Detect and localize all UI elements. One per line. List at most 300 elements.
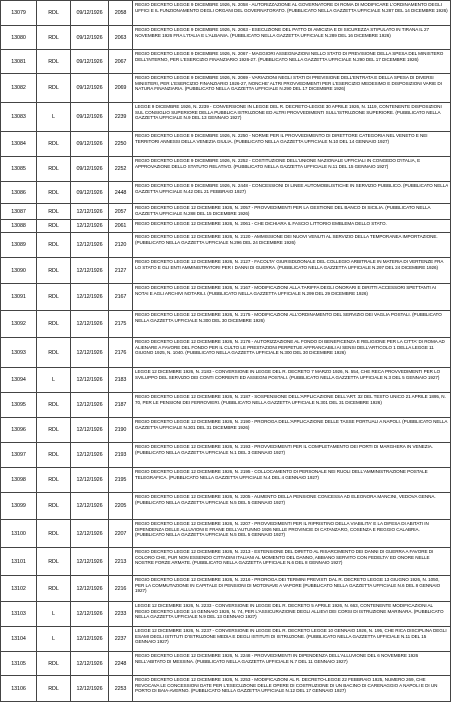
record-number-cell [1,311,37,338]
act-number-text: 2120 [114,242,127,248]
act-number-cell [109,157,133,182]
act-description-cell [133,284,451,311]
act-description-cell [133,258,451,284]
act-type-cell [37,576,71,602]
act-type-cell [37,204,71,220]
act-date-text: 09/12/1926 [76,58,103,65]
record-number-cell [1,393,37,418]
act-number-cell [109,493,133,520]
act-number-cell [109,103,133,132]
act-type-cell [37,233,71,258]
act-date-text: 12/12/1926 [76,377,103,383]
act-type-text: RDL [48,189,59,196]
act-date-text: 12/12/1926 [76,660,103,667]
act-date-cell [71,520,109,548]
act-number-text: 2237 [114,636,127,642]
record-number-text: 13102 [11,585,26,592]
act-date-cell [71,182,109,204]
act-number-text: 2069 [114,85,127,91]
act-description-cell [133,338,451,368]
table-row [1,576,451,602]
record-number-cell [1,204,37,220]
act-number-cell [109,182,133,204]
table-row [1,443,451,468]
act-number-cell [109,26,133,50]
record-number-cell [1,368,37,393]
act-date-cell [71,233,109,258]
table-row [1,602,451,627]
table-row [1,468,451,493]
act-type-text: RDL [48,208,59,215]
record-number-cell [1,233,37,258]
act-date-text: 12/12/1926 [76,585,103,592]
act-description-text: REGIO DECRETO LEGGE 12 DICEMBRE 1926, N. 2057 - PROVVEDIMENTI PER LA GESTIONE DEL BANCO DI SICILIA. (PUBBLICATO NELLA GAZZETTA UFFICIALE N.288 DEL 15 DICEMBRE 1926) [135,205,431,216]
act-description-cell [133,627,451,652]
act-description-text: REGIO DECRETO LEGGE 9 DICEMBRE 1926, N. 2063 - ESECUZIONE DEL PATTO DI AMICIZIA E DI SICUREZZA STIPULATO IN TIRANA IL 27 NOVEMBRE 1926 FRA L'ITALIA E L'ALBANIA. (PUBBLICATO NELLA GAZZETTA UFFICIALE N.289 DEL 16 DICEMBRE 1926) [135,27,430,38]
act-number-text: 2183 [114,377,127,383]
act-type-text: RDL [48,10,59,16]
record-number-text: 13103 [11,611,26,617]
act-date-text: 12/12/1926 [76,427,103,433]
act-type-cell [37,74,71,103]
act-number-cell [109,258,133,284]
table-row [1,26,451,50]
act-number-cell [109,468,133,493]
record-number-text: 13092 [11,321,26,327]
act-number-text: 2190 [114,427,127,433]
table-row [1,258,451,284]
act-type-cell [37,103,71,132]
act-type-cell [37,627,71,652]
act-number-text: 2205 [114,503,127,509]
act-date-cell [71,284,109,311]
act-number-text: 2187 [114,402,127,408]
table-row [1,132,451,157]
act-number-cell [109,602,133,627]
act-type-text: RDL [48,223,59,229]
act-date-cell [71,676,109,702]
act-number-text: 2250 [114,141,127,147]
act-description-cell [133,393,451,418]
act-description-text: REGIO DECRETO LEGGE 12 DICEMBRE 1926, N. 2061 - CHE DICHIARA IL FASCIO LITTORIO EMBLEMA DELLO STATO. [135,221,387,226]
act-type-text: RDL [48,558,59,565]
act-description-cell [133,220,451,233]
act-description-cell [133,576,451,602]
act-date-text: 12/12/1926 [76,242,103,248]
record-number-text: 13094 [11,377,26,383]
act-type-cell [37,393,71,418]
record-number-cell [1,520,37,548]
record-number-cell [1,493,37,520]
act-type-text: RDL [48,427,59,433]
act-description-text: REGIO DECRETO LEGGE 9 DICEMBRE 1926, N. 2250 - NORME PER IL PROVVEDIMENTO DI DIRETTORE CATEGORIA NEL VENETO E NEI TERRITORI ANNESSI DELLA VENEZIA GIULIA. (PUBBLICATO NELLA GAZZETTA UFFICIALE N.10 DEL 14 GENNAIO 1927) [135,133,428,144]
act-type-text: RDL [48,477,59,483]
act-type-text: RDL [48,34,59,41]
record-number-text: 13085 [11,166,26,172]
act-number-text: 2167 [114,294,127,300]
act-date-cell [71,368,109,393]
record-number-text: 13087 [11,208,26,215]
table-row [1,627,451,652]
act-type-text: L [52,611,55,617]
record-number-text: 13086 [11,189,26,196]
act-date-text: 12/12/1926 [76,349,103,356]
act-type-text: L [52,636,55,642]
record-number-text: 13082 [11,85,26,91]
act-type-cell [37,548,71,576]
act-number-cell [109,50,133,74]
act-number-cell [109,220,133,233]
act-description-text: REGIO DECRETO LEGGE 12 DICEMBRE 1926, N. 2248 - PROVVEDIMENTI IN DIPENDENZA DELL'ALLUVIONE DEL 6 NOVEMBRE 1926 NELL'ABITATO DI MESSINA. (PUBBLICATO NELLA GAZZETTA UFFICIALE N.7 DEL 11 GENNAIO 1927) [135,653,419,664]
record-number-text: 13100 [11,530,26,537]
act-number-cell [109,520,133,548]
act-type-cell [37,468,71,493]
act-description-text: LEGGE 12 DICEMBRE 1926, N. 2237 - CONVERSIONE IN LEGGE DEL R. DECRETO LEGGE 10 GENNAIO 1926, N. 195, CHE RICA DISCIPLINA DEGLI ESAMI DEGLI ISTITUTI D'ISTRUZIONE MEDIA E DEGLI ISTITUTI DI ISTRUZIONE. (PUBBLICATO NELLA GAZZETTA UFFICIALE N.11 DEL 15 GENNAIO 1927) [135,628,447,645]
record-number-text: 13091 [11,294,26,300]
act-date-cell [71,602,109,627]
act-description-cell [133,520,451,548]
act-number-text: 2057 [114,208,127,215]
act-description-cell [133,493,451,520]
record-number-cell [1,74,37,103]
record-number-text: 13084 [11,141,26,147]
act-date-cell [71,418,109,443]
act-description-text: REGIO DECRETO LEGGE 12 DICEMBRE 1926, N. 2120 - AMMISSIONE DEI NUOVI VENUTI AL SERVIZIO DELLA TEMPORANEA IMPORTAZIONE. (PUBBLICATO NELLA GAZZETTA UFFICIALE N.296 DEL 24 DICEMBRE 1926) [135,234,438,245]
act-date-cell [71,576,109,602]
table-row [1,311,451,338]
act-type-text: RDL [48,294,59,300]
act-description-cell [133,468,451,493]
record-number-cell [1,50,37,74]
act-description-text: LEGGE 12 DICEMBRE 1926, N. 2233 - CONVERSIONE IN LEGGE DEL R. DECRETO 5 APRILE 1926, N. 663, CONTENENTE MODIFICAZIONI AL REGIO DECRETO LEGGE 14 GENNAIO 1926, N. 74, PER L'ASSICURAZIONE DEGLI ALLIEVI DEI CORSI DI ISTRUZIONE MARINARA. (PUBBLICATO NELLA GAZZETTA UFFICIALE N.9 DEL 13 GENNAIO 1927) [135,603,444,620]
act-number-text: 2253 [114,685,127,692]
record-number-text: 13097 [11,452,26,458]
act-description-text: REGIO DECRETO LEGGE 12 DICEMBRE 1926, N. 2195 - COLLOCAMENTO DI PERSONALE NEI RUOLI DELL'AMMINISTRAZIONE POSTALE TELEGRAFICA. (PUBBLICATO NELLA GAZZETTA UFFICIALE N.4 DEL 4 GENNAIO 1927) [135,469,428,480]
act-type-text: RDL [48,402,59,408]
record-number-cell [1,103,37,132]
act-description-text: REGIO DECRETO LEGGE 9 DICEMBRE 1926, N. 2058 - AUTORIZZAZIONE AL GOVERNATORE DI ROMA DI MODIFICARE L'ORDINAMENTO DEGLI UFFICI E IL FUNZIONAMENTO DEGLI ORGANI DEL GOVERNATORATO. (PUBBLICATO NELLA GAZZETTA UFFICIALE N.287 DEL 14 DICEMBRE 1926) [135,2,448,13]
act-number-cell [109,284,133,311]
act-date-cell [71,443,109,468]
act-date-cell [71,132,109,157]
act-number-text: 2239 [114,114,127,120]
record-number-cell [1,338,37,368]
act-type-cell [37,284,71,311]
act-number-cell [109,368,133,393]
record-number-text: 13104 [11,636,26,642]
record-number-cell [1,602,37,627]
act-description-text: REGIO DECRETO LEGGE 9 DICEMBRE 1926, N. 2067 - MAGGIORI ASSEGNAZIONI NELLO STATO DI PREVISIONE DELLA SPESA DEL MINISTERO DELL'INTERNO, PER L'ESERCIZIO FINANZIARIO 1926-27. (PUBBLICATO NELLA GAZZETTA UFFICIALE N.290 DEL 17 DICEMBRE 1926) [135,51,444,62]
act-date-text: 12/12/1926 [76,685,103,692]
act-type-cell [37,220,71,233]
act-date-cell [71,103,109,132]
act-date-text: 09/12/1926 [76,85,103,91]
table-row [1,74,451,103]
act-date-text: 12/12/1926 [76,294,103,300]
act-number-cell [109,1,133,26]
act-number-cell [109,311,133,338]
act-description-text: REGIO DECRETO LEGGE 12 DICEMBRE 1926, N. 2253 - MODIFICAZIONI AL R. DECRETO-LEGGE 22 FEBBRAIO 1925, NUMERO 269, CHE REVOCAVA LE CONCESSIONI DATE PER L'ESECUZIONE DELLE OPERE DI COSTRUZIONE DI UN BACINO DI CARENAGGIO A NAPOLI E DI UN PORTO DI BAIA-AVERNO. (PUBBLICATO NELLA GAZZETTA UFFICIALE N.12 DEL 17 GENNAIO 1927) [135,677,438,694]
table-row [1,676,451,702]
act-type-cell [37,493,71,520]
act-number-text: 2216 [114,585,127,592]
record-number-text: 13081 [11,58,26,65]
record-number-cell [1,1,37,26]
act-date-cell [71,26,109,50]
act-number-cell [109,74,133,103]
act-description-cell [133,50,451,74]
act-date-text: 09/12/1926 [76,34,103,41]
act-description-text: REGIO DECRETO LEGGE 9 DICEMBRE 1926, N. 2252 - COSTITUZIONE DELL'UNIONE NAZIONALE UFFICIALI IN CONGEDO D'ITALIA, E APPROVAZIONE DELLO STATUTO RELATIVO. (PUBBLICATO NELLA GAZZETTA UFFICIALE N.11 DEL 15 GENNAIO 1927) [135,158,421,169]
act-type-text: RDL [48,685,59,692]
act-description-cell [133,204,451,220]
act-date-cell [71,548,109,576]
act-date-text: 12/12/1926 [76,321,103,327]
act-description-cell [133,676,451,702]
record-number-cell [1,627,37,652]
record-number-text: 13096 [11,427,26,433]
table-row [1,284,451,311]
act-number-text: 2061 [114,223,127,229]
act-number-cell [109,338,133,368]
table-row [1,520,451,548]
act-date-text: 09/12/1926 [76,10,103,16]
act-type-text: RDL [48,452,59,458]
record-number-text: 13099 [11,503,26,509]
act-description-cell [133,103,451,132]
act-type-cell [37,443,71,468]
act-description-text: REGIO DECRETO LEGGE 12 DICEMBRE 1926, N. 2207 - PROVVEDIMENTI PER IL RIPRISTINO DELLA VIABILITA' E LA DIFESA DI ABITATI IN DIPENDENZA DELLE ALLUVIONI E FRANE DELL'AUTUNNO 1926 NELLE PROVINCIE DI CATANZARO, COSENZA E REGGIO CALABRIA. (PUBBLICATO NELLA GAZZETTA UFFICIALE N.5 DEL 5 GENNAIO 1927) [135,521,429,538]
act-type-text: RDL [48,85,59,91]
table-row [1,652,451,676]
record-number-cell [1,676,37,702]
act-date-text: 12/12/1926 [76,636,103,642]
act-description-text: REGIO DECRETO LEGGE 12 DICEMBRE 1926, N. 2190 - PROROGA DELL'APPLICAZIONE DELLE TASSE PORTUALI A NAPOLI. (PUBBLICATO NELLA GAZZETTA UFFICIALE N.301 DEL 31 DICEMBRE 1926) [135,419,448,430]
act-date-text: 12/12/1926 [76,402,103,408]
act-date-cell [71,393,109,418]
act-type-cell [37,157,71,182]
ledger-body [1,1,451,702]
act-date-cell [71,204,109,220]
act-description-text: LEGGE 12 DICEMBRE 1926, N. 2183 - CONVERSIONE IN LEGGE DEL R. DECRETO 7 MARZO 1926, N. 554, CHE RECA PROVVEDIMENTI PER LO SVILUPPO DEL SERVIZIO DEI CONTI CORRENTI ED ASSEGNI POSTALI. (PUBBLICATO NELLA GAZZETTA UFFICIALE N.3 DEL 5 GENNAIO 1927) [135,369,441,380]
record-number-cell [1,258,37,284]
act-date-cell [71,468,109,493]
act-number-text: 2213 [114,558,127,565]
table-row [1,50,451,74]
act-type-text: RDL [48,267,59,274]
act-number-text: 2127 [114,267,127,274]
act-description-cell [133,602,451,627]
act-description-text: REGIO DECRETO LEGGE 12 DICEMBRE 1926, N. 2176 - AUTORIZZAZIONE AL FONDO DI BENEFICENZA E RELIGIONE PER LA CITTA' DI ROMA AD ALIENARE A FAVORE DEL FONDO PER IL CULTO LE PRESTAZIONI PERPETUE AFFRANCABILI AI SENSI DELL'ARTICOLO 1 DELLA LEGGE 11 GIUGNO 1925, N. 1040. (PUBBLICATO NELLA GAZZETTA UFFICIALE N.300 DEL 30 DICEMBRE 1926) [135,339,445,356]
table-row [1,157,451,182]
act-number-text: 2252 [114,166,127,172]
act-description-text: REGIO DECRETO LEGGE 9 DICEMBRE 1926, N. 2069 - VARIAZIONI NEGLI STATI DI PREVISIONE DELL'ENTRATA E DELLA SPESA DI DIVERSI MINISTERI, PER L'ESERCIZIO FINANZIARIO 1926-27, NONCHE' ALTRI PROVVEDIMENTI PER L'ESERCIZIO MEDESIMO E DISPOSIZIONI VARIE DI NATURA FINANZIARIA. (PUBBLICATO NELLA GAZZETTA UFFICIALE N.290 DEL 17 DICEMBRE 1926) [135,75,442,92]
act-date-text: 12/12/1926 [76,503,103,509]
act-number-text: 2175 [114,321,127,327]
record-number-cell [1,157,37,182]
act-description-cell [133,233,451,258]
act-type-text: RDL [48,585,59,592]
record-number-text: 13080 [11,34,26,41]
act-date-text: 12/12/1926 [76,223,103,229]
table-row [1,418,451,443]
act-type-cell [37,338,71,368]
act-description-cell [133,157,451,182]
record-number-text: 13088 [11,223,26,229]
act-type-cell [37,258,71,284]
record-number-cell [1,26,37,50]
table-row [1,393,451,418]
record-number-cell [1,468,37,493]
table-row [1,233,451,258]
act-date-text: 09/12/1926 [76,114,103,120]
act-type-cell [37,418,71,443]
act-number-text: 2448 [114,189,127,196]
record-number-cell [1,576,37,602]
act-number-text: 2176 [114,349,127,356]
act-type-text: RDL [48,141,59,147]
record-number-text: 13093 [11,349,26,356]
act-description-text: REGIO DECRETO LEGGE 12 DICEMBRE 1926, N. 2193 - PROVVEDIMENTI PER IL COMPLETAMENTO DEI PORTI DI MARGHERA IN VENEZIA. (PUBBLICATO NELLA GAZZETTA UFFICIALE N.1 DEL 3 GENNAIO 1927) [135,444,433,455]
table-row [1,182,451,204]
record-number-text: 13106 [11,685,26,692]
act-type-cell [37,676,71,702]
act-number-text: 2248 [114,660,127,667]
table-row [1,493,451,520]
act-description-text: REGIO DECRETO LEGGE 12 DICEMBRE 1926, N. 2127 - FACOLTA' GIURISDIZIONALE DEL COLLEGIO ARBITRALE IN MATERIA DI VERTENZE FRA LO STATO E GLI ENTI AMMINISTRATORI PER I DANNI DI GUERRA. (PUBBLICATO NELLA GAZZETTA UFFICIALE N.297 DEL 24 DICEMBRE 1926) [135,259,444,270]
act-number-text: 2063 [114,34,127,41]
act-description-cell [133,26,451,50]
act-type-text: RDL [48,166,59,172]
act-number-text: 2233 [114,611,127,617]
record-number-text: 13090 [11,267,26,274]
act-number-text: 2067 [114,58,127,65]
record-number-text: 13095 [11,402,26,408]
act-date-cell [71,258,109,284]
act-type-text: L [52,114,55,120]
act-number-text: 2193 [114,452,127,458]
act-date-text: 09/12/1926 [76,141,103,147]
record-number-cell [1,443,37,468]
act-description-cell [133,132,451,157]
act-type-cell [37,311,71,338]
table-row [1,338,451,368]
table-row [1,103,451,132]
act-date-text: 12/12/1926 [76,530,103,537]
act-description-cell [133,74,451,103]
act-type-text: RDL [48,530,59,537]
act-type-cell [37,26,71,50]
record-number-text: 13083 [11,114,26,120]
act-type-cell [37,132,71,157]
act-description-text: LEGGE 9 DICEMBRE 1926, N. 2239 - CONVERSIONE IN LEGGE DEL R. DECRETO-LEGGE 30 APRILE 1926, N. 1119, CONTENENTE DISPOSIZIONI SUL CONSIGLIO SUPERIORE DELLA PUBBLICA ISTRUZIONE ED ALTRI PROVVEDIMENTI SULL'ISTRUZIONE SUPERIORE. (PUBBLICATO NELLA GAZZETTA UFFICIALE N.9 DEL 13 GENNAIO 1927) [135,104,442,121]
act-description-cell [133,1,451,26]
act-type-cell [37,520,71,548]
act-type-cell [37,182,71,204]
act-date-text: 12/12/1926 [76,477,103,483]
act-number-cell [109,676,133,702]
act-description-text: REGIO DECRETO LEGGE 9 DICEMBRE 1926, N. 2448 - CONCESSIONI DI LINEE AUTOMOBILISTICHE IN SERVIZIO PUBBLICO. (PUBBLICATO NELLA GAZZETTA UFFICIALE N.42 DEL 21 FEBBRAIO 1927) [135,183,448,194]
act-date-text: 12/12/1926 [76,558,103,565]
table-row [1,1,451,26]
table-row [1,548,451,576]
record-number-cell [1,132,37,157]
record-number-text: 13101 [11,558,26,565]
act-number-cell [109,393,133,418]
table-row [1,220,451,233]
act-type-cell [37,602,71,627]
act-type-text: RDL [48,660,59,667]
record-number-cell [1,548,37,576]
record-number-text: 13089 [11,242,26,248]
act-number-cell [109,132,133,157]
act-number-text: 2207 [114,530,127,537]
act-number-cell [109,627,133,652]
act-date-cell [71,1,109,26]
act-number-cell [109,576,133,602]
act-number-cell [109,204,133,220]
act-description-text: REGIO DECRETO LEGGE 12 DICEMBRE 1926, N. 2216 - PROROGA DEI TERMINI PREVISTI DAL R. DECRETO LEGGE 13 GIUGNO 1926, N. 1050, PER LA COMMUTAZIONE IN CAPITALE DI PENSIONI DI MOTONAVE A VAPORE (PUBBLICATO NELLA GAZZETTA UFFICIALE N.6 DEL 8 GENNAIO 1927) [135,577,441,594]
act-description-cell [133,548,451,576]
act-date-text: 12/12/1926 [76,208,103,215]
act-number-cell [109,652,133,676]
act-date-cell [71,493,109,520]
act-description-text: REGIO DECRETO LEGGE 12 DICEMBRE 1926, N. 2205 - AUMENTO DELLA PENSIONE CONCESSA AD ELEONORA MANCINI, VEDOVA GENNA. (PUBBLICATO NELLA GAZZETTA UFFICIALE N.5 DEL 5 GENNAIO 1927) [135,494,436,505]
act-type-text: RDL [48,242,59,248]
record-number-text: 13098 [11,477,26,483]
table-row [1,204,451,220]
record-number-text: 13079 [11,10,26,16]
act-description-cell [133,418,451,443]
act-number-cell [109,233,133,258]
table-row [1,368,451,393]
act-description-cell [133,311,451,338]
act-type-text: RDL [48,58,59,65]
act-date-cell [71,338,109,368]
act-type-cell [37,1,71,26]
act-number-text: 2058 [114,10,127,16]
record-number-cell [1,182,37,204]
record-number-text: 13105 [11,660,26,667]
act-description-text: REGIO DECRETO LEGGE 12 DICEMBRE 1926, N. 2175 - MODIFICAZIONI ALL'ORDINAMENTO DEL SERVIZIO DEI VAGLIA POSTALI. (PUBBLICATO NELLA GAZZETTA UFFICIALE N.300 DEL 30 DICEMBRE 1926) [135,312,442,323]
record-number-cell [1,284,37,311]
act-description-cell [133,652,451,676]
act-date-text: 12/12/1926 [76,611,103,617]
act-type-text: RDL [48,503,59,509]
act-description-cell [133,182,451,204]
act-date-cell [71,50,109,74]
record-number-cell [1,652,37,676]
act-date-text: 12/12/1926 [76,452,103,458]
act-type-cell [37,50,71,74]
act-number-text: 2195 [114,477,127,483]
act-number-cell [109,418,133,443]
act-date-text: 12/12/1926 [76,267,103,274]
act-description-cell [133,443,451,468]
act-description-text: REGIO DECRETO LEGGE 12 DICEMBRE 1926, N. 2167 - MODIFICAZIONI ALLA TARIFFA DEGLI ONORARI E DIRITTI ACCESSORI SPETTANTI AI NOTAI E AGLI ARCHIVI NOTARILI. (PUBBLICATO NELLA GAZZETTA UFFICIALE N.299 DEL 29 DICEMBRE 1926) [135,285,436,296]
act-description-text: REGIO DECRETO LEGGE 12 DICEMBRE 1926, N. 2213 - ESTENSIONE DEL DIRITTO AL RISARCIMENTO DEI DANNI DI GUERRA A FAVORE DI COLORO CHE, PUR NON ESSENDO CITTADINI ITALIANI AL MOMENTO DEL DANNO, ABBIANO SERVITO CON FEDELTA' ED ONORE NELLE NOSTRE FORZE ARMATE. (PUBBLICATO NELLA GAZZETTA UFFICIALE N.6 DEL 8 GENNAIO 1927) [135,549,434,566]
act-description-text: REGIO DECRETO LEGGE 12 DICEMBRE 1926, N. 2187 - SOSPENSIONE DELL'APPLICAZIONE DELL'ART. 32 DEL TESTO UNICO 21 APRILE 1895, N. 70, PER LE PENSIONI DEI FERROVIERI. (PUBBLICATO NELLA GAZZETTA UFFICIALE N.301 DEL 31 DICEMBRE 1926) [135,394,446,405]
act-type-text: RDL [48,321,59,327]
record-number-cell [1,220,37,233]
act-date-cell [71,652,109,676]
act-date-cell [71,74,109,103]
act-date-text: 09/12/1926 [76,166,103,172]
act-date-cell [71,220,109,233]
act-number-cell [109,443,133,468]
act-type-text: RDL [48,349,59,356]
act-date-cell [71,311,109,338]
